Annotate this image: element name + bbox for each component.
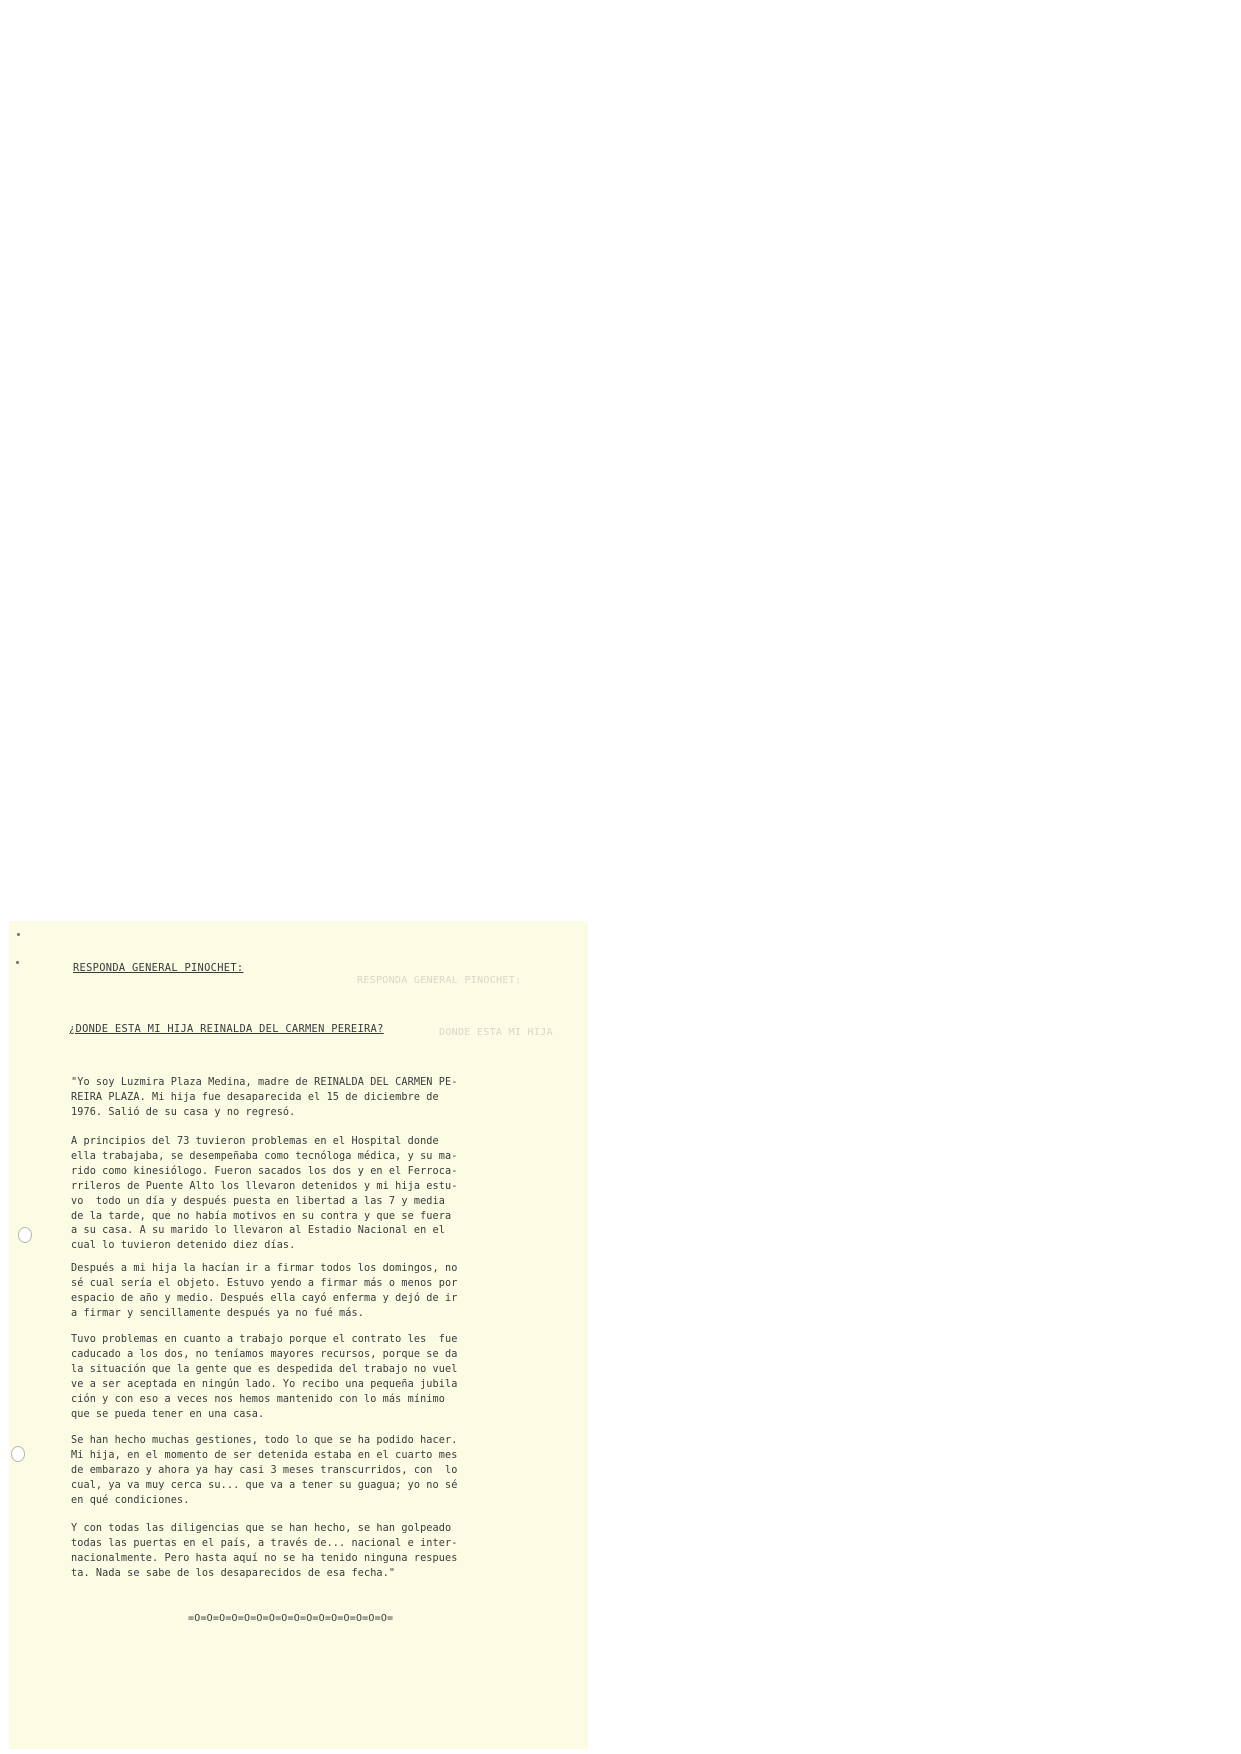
document-question-title: ¿DONDE ESTA MI HIJA REINALDA DEL CARMEN PEREIRA? bbox=[69, 1023, 384, 1035]
document-heading: RESPONDA GENERAL PINOCHET: bbox=[73, 962, 244, 974]
document-page bbox=[9, 921, 588, 1749]
punch-hole bbox=[11, 1446, 25, 1462]
paper-speck bbox=[17, 933, 20, 936]
paragraph-hospital-detention: A principios del 73 tuvieron problemas en el Hospital donde ella trabajaba, se desempeñaba como tecnóloga médica, y su ma- rido como kinesiólogo. Fueron sacados los dos y en el Ferroca- rrileros de Puente Alto los llevaron detenidos y mi hija estu- vo todo un día y después puesta en libertad a las 7 y media de la tarde, que no había motivos en su contra y que se fuera a su casa. A su marido lo llevaron al Estadio Nacional en el cual lo tuvieron detenido diez días. bbox=[71, 1136, 458, 1252]
punch-hole bbox=[18, 1227, 32, 1243]
bleed-through-text: RESPONDA GENERAL PINOCHET: bbox=[357, 975, 522, 986]
paragraph-signing: Después a mi hija la hacían ir a firmar todos los domingos, no sé cual sería el objeto. Estuvo yendo a firmar más o menos por espacio de año y medio. Después ella cayó enferma y dejó de ir a firmar y sencillamente después ya no fué más. bbox=[71, 1263, 458, 1319]
paragraph-introduction: "Yo soy Luzmira Plaza Medina, madre de REINALDA DEL CARMEN PE- REIRA PLAZA. Mi hija fue desaparecida el 15 de diciembre de 1976. Salió de su casa y no regresó. bbox=[71, 1077, 458, 1118]
paper-speck bbox=[16, 961, 19, 964]
paragraph-gestures: Se han hecho muchas gestiones, todo lo que se ha podido hacer. Mi hija, en el momento de ser detenida estaba en el cuarto mes de embarazo y ahora ya hay casi 3 meses transcurridos, con lo cual, ya va muy cerca su... que va a tener su guagua; yo no sé en qué condiciones. bbox=[71, 1435, 458, 1506]
closing-separator: =O=O=O=O=O=O=O=O=O=O=O=O=O=O=O=O= bbox=[188, 1613, 394, 1624]
paragraph-work-problems: Tuvo problemas en cuanto a trabajo porque el contrato les fue caducado a los dos, no teníamos mayores recursos, porque se da la situación que la gente que es despedida del trabajo no vuel ve a ser aceptada en ningún lado. Yo recibo una pequeña jubila ción y con eso a veces nos hemos mantenido con lo más mínimo que se pueda tener en una casa. bbox=[71, 1334, 458, 1420]
bleed-through-text: DONDE ESTA MI HIJA bbox=[439, 1027, 553, 1038]
paragraph-diligences: Y con todas las diligencias que se han hecho, se han golpeado todas las puertas en el país, a través de... nacional e inter- nacionalmente. Pero hasta aquí no se ha tenido ninguna respues ta. Nada se sabe de los desaparecidos de esa fecha." bbox=[71, 1523, 458, 1579]
